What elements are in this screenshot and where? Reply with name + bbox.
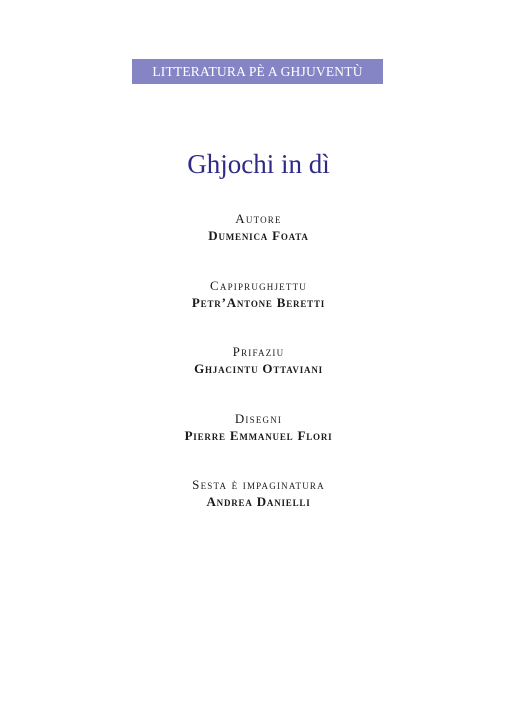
credit-name: Pierre Emmanuel Flori	[184, 428, 333, 443]
credit-role: Capiprughjettu	[210, 278, 307, 293]
book-title: Ghjochi in dì	[187, 149, 330, 179]
credit-name: Dumenica Foata	[208, 228, 309, 243]
credit-layout	[0, 476, 517, 511]
series-banner: LITTERATURA PÈ A GHJUVENTÙ	[132, 59, 383, 84]
credit-illustrations	[0, 410, 517, 445]
credit-name: Ghjacintu Ottaviani	[194, 361, 323, 376]
credit-name: Petr’Antone Beretti	[191, 295, 326, 310]
credit-name: Andrea Danielli	[206, 494, 311, 509]
credit-author	[0, 210, 517, 245]
credit-role: Autore	[235, 211, 282, 226]
credit-role: Disegni	[234, 411, 283, 426]
credit-project-lead	[0, 277, 517, 312]
credit-role: Prifaziu	[232, 344, 285, 359]
credit-role: Sesta è impaginatura	[192, 477, 325, 492]
credit-preface	[0, 343, 517, 378]
